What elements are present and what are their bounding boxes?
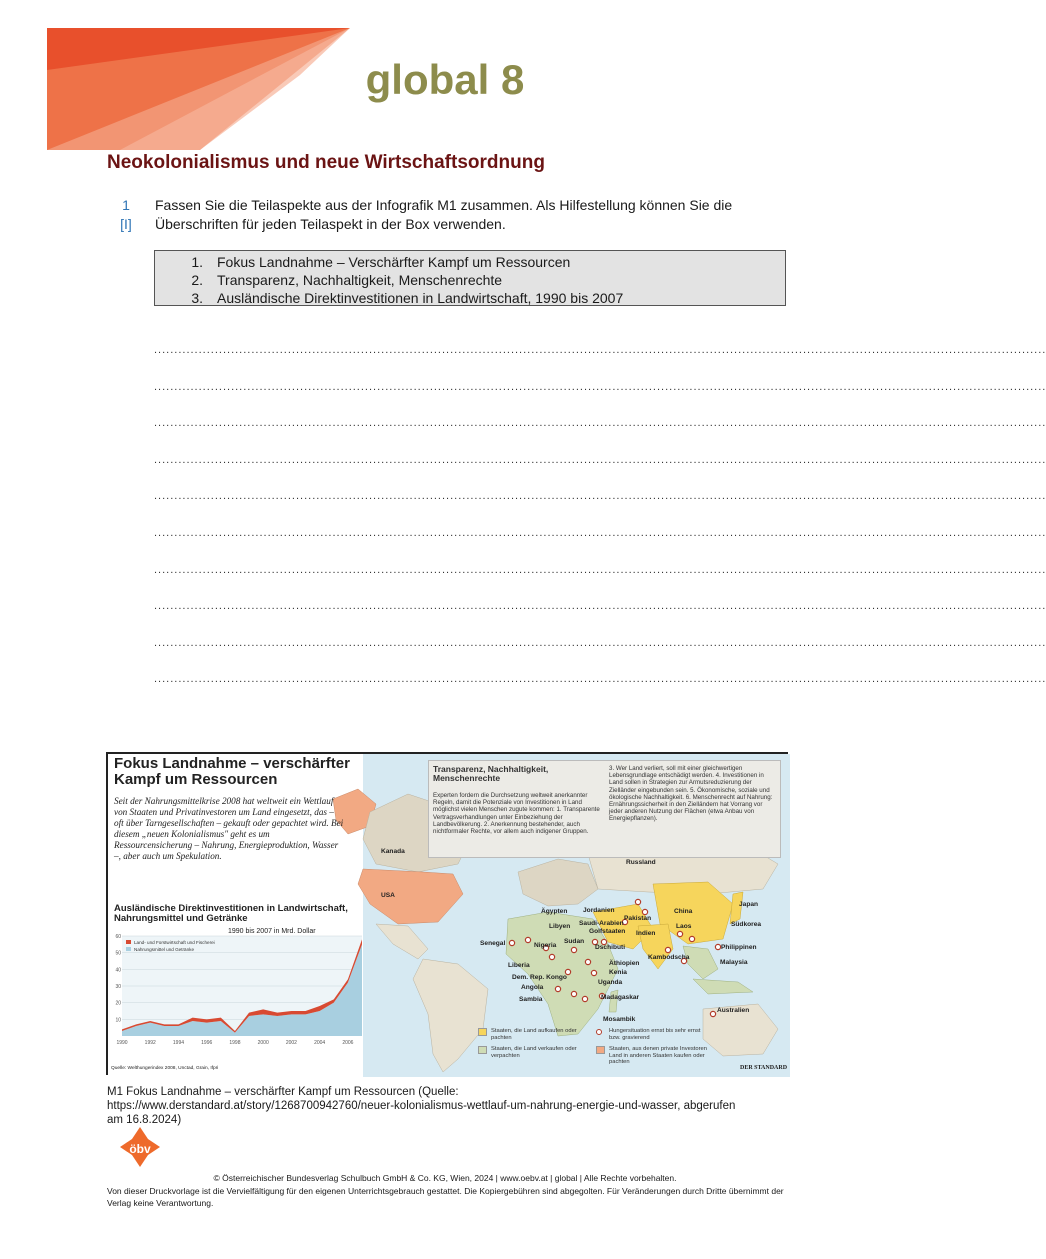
country-label: Golfstaaten — [589, 928, 626, 935]
y-tick-label: 20 — [115, 1000, 121, 1007]
chart-legend-swatch — [126, 947, 131, 951]
legend-swatch — [596, 1029, 602, 1035]
country-label: Japan — [739, 901, 759, 908]
footer-copyright: © Österreichischer Bundesverlag Schulbuch GmbH & Co. KG, Wien, 2024 | www.oebv.at | global | Alle Rechte vorbehalten. — [213, 1173, 677, 1183]
chart-legend-label: Nahrungsmittel und Getränke — [134, 947, 195, 952]
answer-line[interactable]: ............................................................................................................................................................................................................................ — [154, 636, 1046, 649]
country-label: Indien — [636, 930, 656, 937]
answer-line[interactable]: ............................................................................................................................................................................................................................ — [154, 563, 1046, 576]
country-label: Ägypten — [541, 908, 568, 915]
hint-item: 3. Ausländische Direktinvestitionen in Landwirtschaft, 1990 bis 2007 — [191, 290, 624, 306]
panel-text: Experten fordern die Durchsetzung weltweit anerkannter Regeln, damit die Potenziale von Investitionen in Land möglichst vielen Menschen zugute kommen: 1. Transparente Vertragsverhandlungen unter Einbeziehung der Landbevölkerung. 2. Anerkennung bestehender, auch nichtformaler Rechte, vor allem auch indigener Gruppen. — [433, 792, 600, 836]
infographic — [106, 752, 788, 1075]
legend-swatch — [478, 1028, 487, 1036]
country-label: Dem. Rep. Kongo — [512, 974, 567, 981]
legend-swatch — [478, 1046, 487, 1054]
chart-title: Ausländische Direktinvestitionen in Landwirtschaft, Nahrungsmittel und Getränke — [114, 903, 348, 924]
country-label: Kanada — [381, 848, 405, 855]
chart-legend-swatch — [126, 940, 131, 944]
legend-label: Hungersituation ernst bis sehr ernst bzw. gravierend — [609, 1028, 701, 1041]
y-tick-label: 30 — [115, 984, 121, 990]
answer-line[interactable]: ............................................................................................................................................................................................................................ — [154, 673, 1046, 686]
legend-label: Staaten, die Land aufkaufen oder pachten — [491, 1028, 577, 1041]
figure-caption: M1 Fokus Landnahme – verschärfter Kampf um Ressourcen (Quelle: https://www.derstandard.at/story/1268700942760/neuer-kolonialismus-wettlauf-um-nahrung-energie-und-wasser, abgerufen am 16.8.2024) — [107, 1086, 736, 1126]
info-panel — [428, 760, 781, 858]
publisher-logo: DER STANDARD — [740, 1065, 788, 1071]
answer-line[interactable]: ............................................................................................................................................................................................................................ — [154, 417, 1046, 430]
panel-text-right: 3. Wer Land verliert, soll mit einer gleichwertigen Lebensgrundlage entschädigt werden. 4. Investitionen in Land sollen in Strategien zur Armutsreduzierung der Zielländer eingebunden sein. 5. Ökonomische, soziale und ökologische Nachhaltigkeit. 6. Menschenrecht auf Nahrung: Ernährungssicherheit in den Zielländern hat Vorrang vor jeder anderen Nutzung der Flächen (etwa Anbau von Energiepflanzen). — [609, 765, 773, 823]
fdi-chart — [114, 932, 364, 1052]
oebv-logo — [118, 1125, 162, 1169]
x-tick-label: 2000 — [257, 1040, 269, 1046]
y-tick-label: 50 — [115, 950, 121, 957]
panel-title: Transparenz, Nachhaltigkeit, Menschenrechte — [433, 764, 549, 783]
infographic-title: Fokus Landnahme – verschärfter Kampf um Ressourcen — [114, 755, 350, 788]
source-note: Quelle: Welthungerindex 2008, Unctad, Grain, Ifpri — [111, 1066, 219, 1071]
hint-item: 1. Fokus Landnahme – Verschärfter Kampf um Ressourcen — [191, 254, 571, 270]
svg-text:öbv: öbv — [129, 1142, 151, 1156]
country-label: USA — [381, 892, 395, 899]
country-label: Malaysia — [720, 959, 748, 966]
hint-box — [154, 250, 786, 306]
country-label: China — [674, 908, 693, 915]
x-tick-label: 1996 — [201, 1040, 213, 1046]
legend-label: Staaten, die Land verkaufen oder verpachten — [491, 1046, 577, 1059]
country-label: Kambodscha — [648, 954, 690, 961]
country-label: Pakistan — [624, 915, 652, 922]
country-label: Sambia — [519, 996, 543, 1003]
infographic-intro: Seit der Nahrungsmittelkrise 2008 hat weltweit ein Wettlauf von Staaten und Privatinvestoren um Land eingesetzt, das – oft über Tarngesellschaften – gekauft oder gepachtet wird. Bei diesem „neuen Kolonialismus" geht es um Ressourcensicherung – Nahrung, Energieproduktion, Wasser –, aber auch um Spekulation. — [114, 796, 344, 861]
country-label: Nigeria — [534, 942, 557, 949]
country-label: Mosambik — [603, 1016, 636, 1023]
country-label: Madagaskar — [601, 994, 640, 1001]
country-label: Südkorea — [731, 921, 762, 928]
task-text: Fassen Sie die Teilaspekte aus der Infografik M1 zusammen. Als Hilfestellung können Sie die Überschriften für jeden Teilaspekt in der Box verwenden. — [155, 197, 733, 232]
chart-subtitle: 1990 bis 2007 in Mrd. Dollar — [228, 928, 316, 935]
country-label: Liberia — [508, 962, 530, 969]
footer-notice: Von dieser Druckvorlage ist die Vervielfältigung für den eigenen Unterrichtsgebrauch gestattet. Die Kopiergebühren sind abgegolten. Für Veränderungen durch Dritte übernimmt der Verlag keine Verantwortung. — [107, 1186, 784, 1208]
answer-line[interactable]: ............................................................................................................................................................................................................................ — [154, 344, 1046, 356]
country-label: Senegal — [480, 940, 506, 947]
x-tick-label: 2004 — [314, 1040, 326, 1046]
legend-swatch — [596, 1046, 605, 1054]
chart-legend-label: Land- und Forstwirtschaft und Fischerei — [134, 940, 215, 945]
x-tick-label: 1994 — [172, 1040, 185, 1046]
task-number-value: 1 — [122, 197, 130, 213]
answer-line[interactable]: ............................................................................................................................................................................................................................ — [154, 490, 1046, 503]
country-label: Russland — [626, 859, 656, 866]
legend-label: Staaten, aus denen private Investoren Land in anderen Staaten kaufen oder pachten — [609, 1046, 707, 1065]
y-tick-label: 40 — [115, 967, 121, 974]
x-tick-label: 1992 — [144, 1040, 156, 1046]
section-heading: Neokolonialismus und neue Wirtschaftsordnung — [107, 152, 545, 173]
y-tick-label: 10 — [115, 1017, 121, 1024]
task-level: [I] — [120, 216, 132, 232]
x-tick-label: 2002 — [285, 1040, 297, 1046]
x-tick-label: 1990 — [116, 1040, 128, 1046]
x-tick-label: 1998 — [229, 1040, 241, 1046]
country-label: Äthiopien — [609, 960, 640, 967]
x-tick-label: 2006 — [342, 1040, 354, 1046]
country-label: Libyen — [549, 923, 571, 930]
page-title: global 8 — [365, 56, 525, 103]
answer-line[interactable]: ............................................................................................................................................................................................................................ — [154, 527, 1046, 539]
answer-line[interactable]: ............................................................................................................................................................................................................................ — [154, 453, 1046, 466]
country-label: Dschibuti — [595, 944, 626, 951]
country-label: Saudi-Arabien — [579, 920, 624, 927]
answer-line[interactable]: ............................................................................................................................................................................................................................ — [154, 380, 1046, 393]
country-label: Philippinen — [721, 944, 757, 951]
country-label: Australien — [717, 1007, 750, 1014]
task-number — [107, 196, 145, 234]
hint-item: 2. Transparenz, Nachhaltigkeit, Menschenrechte — [191, 272, 503, 288]
country-label: Angola — [521, 984, 544, 991]
country-label: Jordanien — [583, 907, 615, 914]
y-tick-label: 60 — [115, 934, 121, 940]
country-label: Uganda — [598, 979, 623, 986]
country-label: Sudan — [564, 938, 585, 945]
country-label: Kenia — [609, 969, 627, 976]
country-label: Laos — [676, 923, 692, 930]
answer-line[interactable]: ............................................................................................................................................................................................................................ — [154, 600, 1046, 613]
